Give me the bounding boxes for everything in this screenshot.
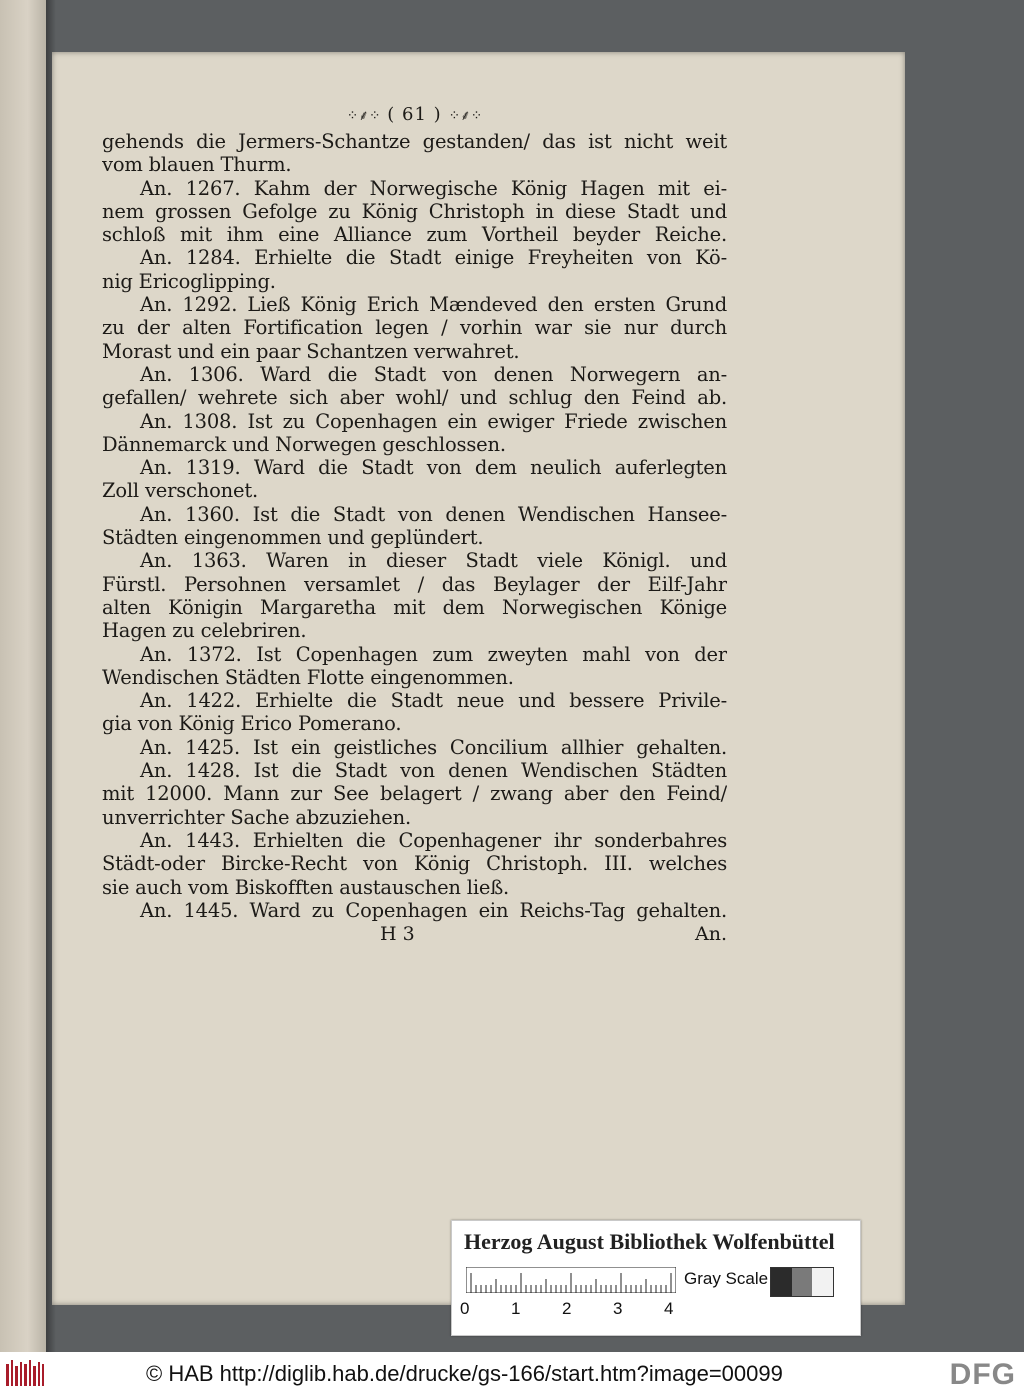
text-line: An. 1292. Ließ König Erich Mændeved den ersten Grund [140, 293, 727, 317]
previous-page-edge [0, 0, 46, 1352]
catchword: An. [695, 923, 727, 946]
text-line: An. 1422. Erhielte die Stadt neue und bessere Privile- [140, 689, 727, 713]
text-line: schloß mit ihm eine Alliance zum Vortheil beyder Reiche. [102, 223, 727, 247]
body-text [102, 130, 727, 922]
scanned-page [52, 52, 905, 1305]
text-line: vom blauen Thurm. [102, 153, 292, 177]
text-line: alten Königin Margaretha mit dem Norwegischen Könige [102, 595, 727, 619]
text-line: Hagen zu celebriren. [102, 619, 307, 643]
text-line: An. 1360. Ist die Stadt von denen Wendischen Hansee- [140, 502, 727, 526]
header-ornament-left: ⁘⸙⁘ [346, 108, 381, 124]
text-line: gefallen/ wehrete sich aber wohl/ und schlug den Feind ab. [102, 386, 727, 410]
text-line: An. 1306. Ward die Stadt von denen Norwegern an- [140, 362, 727, 386]
copyright-link[interactable]: © HAB http://diglib.hab.de/drucke/gs-166/start.htm?image=00099 [146, 1361, 783, 1386]
signature-mark: H 3 [380, 923, 415, 946]
text-line: An. 1363. Waren in dieser Stadt viele Königl. und [140, 549, 727, 573]
page-footer-line [102, 922, 727, 946]
text-line: Städten eingenommen und geplündert. [102, 526, 484, 550]
text-line: An. 1445. Ward zu Copenhagen ein Reichs-Tag gehalten. [140, 898, 727, 922]
ruler-number: 2 [562, 1299, 572, 1318]
text-line: gia von König Erico Pomerano. [102, 712, 402, 736]
text-line: Zoll verschonet. [102, 479, 258, 503]
ruler-number: 1 [511, 1299, 521, 1318]
text-line: nem grossen Gefolge zu König Christoph in diese Stadt und [102, 199, 727, 223]
page-number: ( 61 ) [387, 104, 442, 125]
text-line: Dännemarck und Norwegen geschlossen. [102, 432, 506, 456]
text-line: sie auch vom Biskofften austauschen ließ. [102, 875, 510, 899]
text-line: unverrichter Sache abzuziehen. [102, 805, 411, 829]
text-line: gehends die Jermers-Schantze gestanden/ das ist nicht weit [102, 130, 727, 153]
ruler-number: 3 [613, 1299, 623, 1318]
text-line: Städt-oder Bircke-Recht von König Christoph. III. welches [102, 852, 727, 876]
dfg-logo: DFG [949, 1358, 1016, 1391]
ruler-number: 0 [460, 1299, 470, 1318]
text-line: An. 1443. Erhielten die Copenhagener ihr sonderbahres [140, 828, 727, 852]
text-line: mit 12000. Mann zur See belagert / zwang aber den Feind/ [102, 782, 727, 806]
gray-swatch [792, 1268, 813, 1296]
text-line: Wendischen Städten Flotte eingenommen. [102, 665, 514, 689]
ruler-number: 4 [664, 1299, 674, 1318]
text-line: An. 1372. Ist Copenhagen zum zweyten mahl von der [140, 642, 727, 666]
header-ornament-right: ⁘⸙⁘ [448, 108, 483, 124]
text-line: An. 1425. Ist ein geistliches Concilium allhier gehalten. [140, 735, 727, 759]
color-calibration-card [451, 1220, 861, 1336]
running-header [102, 100, 727, 130]
footer-bar [0, 1352, 1024, 1397]
text-line: An. 1267. Kahm der Norwegische König Hagen mit ei- [140, 176, 727, 200]
text-line: Morast und ein paar Schantzen verwahret. [102, 339, 520, 363]
page-text-block [102, 100, 727, 946]
text-line: nig Ericoglipping. [102, 269, 276, 293]
text-line: An. 1428. Ist die Stadt von denen Wendischen Städten [140, 759, 727, 783]
gray-scale-label: Gray Scale [684, 1269, 769, 1288]
text-line: zu der alten Fortification legen / vorhin war sie nur durch [102, 316, 727, 340]
library-name: Herzog August Bibliothek Wolfenbüttel [464, 1229, 835, 1254]
text-line: An. 1308. Ist zu Copenhagen ein ewiger Friede zwischen [140, 409, 727, 433]
scale-ruler [466, 1267, 676, 1293]
gray-scale-swatches [770, 1267, 834, 1297]
text-line: An. 1284. Erhielte die Stadt einige Freyheiten von Kö- [140, 246, 727, 270]
text-line: An. 1319. Ward die Stadt von dem neulich auferlegten [140, 456, 727, 480]
gray-swatch [812, 1268, 833, 1296]
gray-swatch [771, 1268, 792, 1296]
text-line: Fürstl. Persohnen versamlet / das Beylager der Eilf-Jahr [102, 572, 727, 596]
barcode-icon [6, 1360, 44, 1388]
